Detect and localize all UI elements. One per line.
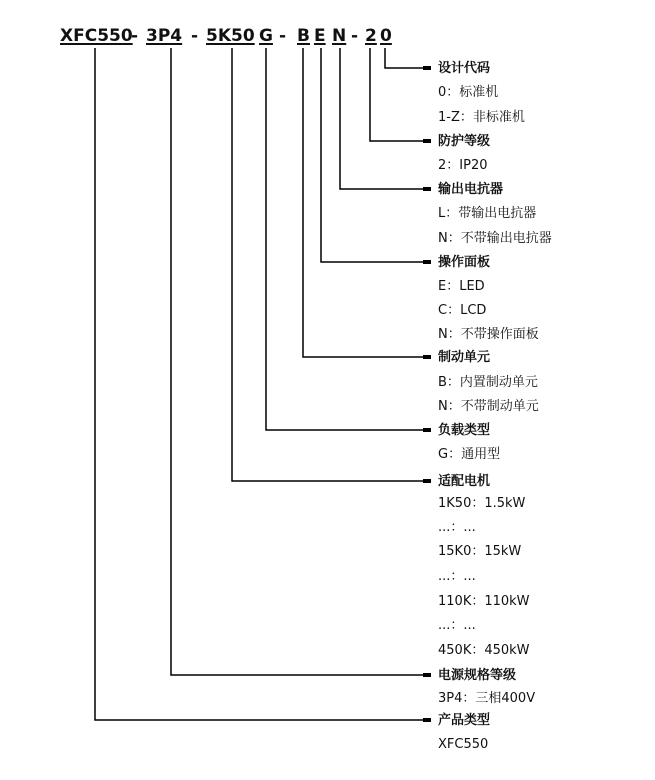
protection-title: 防护等级 — [438, 134, 491, 149]
power-title: 电源规格等级 — [438, 668, 517, 683]
code-brake: B — [297, 26, 310, 46]
reactor-option: N：不带输出电抗器 — [438, 231, 552, 246]
code-separator: - — [191, 26, 199, 46]
brake-option: B：内置制动单元 — [438, 375, 538, 390]
reactor-title: 输出电抗器 — [438, 182, 504, 197]
line-load — [266, 48, 430, 430]
line-protection — [370, 48, 430, 141]
panel-option: C：LCD — [438, 303, 487, 318]
code-separator: - — [279, 26, 287, 46]
design-code-option: 1-Z：非标准机 — [438, 110, 525, 125]
line-panel — [321, 48, 430, 262]
code-motor: 5K50 — [206, 26, 255, 46]
arrow-power — [423, 673, 431, 677]
protection-option: 2：IP20 — [438, 158, 488, 173]
code-separator: - — [351, 26, 359, 46]
motor-option: 1K50：1.5kW — [438, 496, 526, 511]
motor-option: ...：... — [438, 520, 476, 535]
line-power — [171, 48, 430, 675]
motor-title: 适配电机 — [438, 474, 491, 489]
panel-option: E：LED — [438, 279, 485, 294]
line-motor — [232, 48, 430, 481]
code-panel: E — [314, 26, 326, 46]
arrow-panel — [423, 260, 431, 264]
code-protection: 2 — [365, 26, 377, 46]
product-option: XFC550 — [438, 737, 489, 752]
motor-option: 450K：450kW — [438, 643, 530, 658]
load-title: 负载类型 — [438, 423, 491, 438]
arrow-design-code — [423, 66, 431, 70]
motor-option: 15K0：15kW — [438, 544, 522, 559]
arrow-product — [423, 718, 431, 722]
code-product: XFC550 — [60, 26, 133, 46]
line-reactor — [340, 48, 430, 189]
arrow-load — [423, 428, 431, 432]
line-design-code — [385, 48, 430, 68]
motor-option: ...：... — [438, 569, 476, 584]
code-reactor: N — [332, 26, 347, 46]
arrow-brake — [423, 355, 431, 359]
power-option: 3P4：三相400V — [438, 691, 536, 706]
code-design: 0 — [380, 26, 392, 46]
load-option: G：通用型 — [438, 447, 501, 462]
line-brake — [303, 48, 430, 357]
panel-option: N：不带操作面板 — [438, 327, 539, 342]
reactor-option: L：带输出电抗器 — [438, 206, 537, 221]
arrow-protection — [423, 139, 431, 143]
design-code-option: 0：标准机 — [438, 85, 499, 100]
code-separator: - — [131, 26, 139, 46]
code-power: 3P4 — [146, 26, 183, 46]
brake-option: N：不带制动单元 — [438, 399, 539, 414]
motor-option: 110K：110kW — [438, 594, 530, 609]
brake-title: 制动单元 — [438, 350, 491, 365]
panel-title: 操作面板 — [438, 255, 491, 270]
motor-option: ...：... — [438, 618, 476, 633]
arrow-motor — [423, 479, 431, 483]
code-load: G — [259, 26, 273, 46]
design-code-title: 设计代码 — [438, 61, 491, 76]
arrow-reactor — [423, 187, 431, 191]
line-product — [95, 48, 430, 720]
product-title: 产品类型 — [438, 713, 491, 728]
